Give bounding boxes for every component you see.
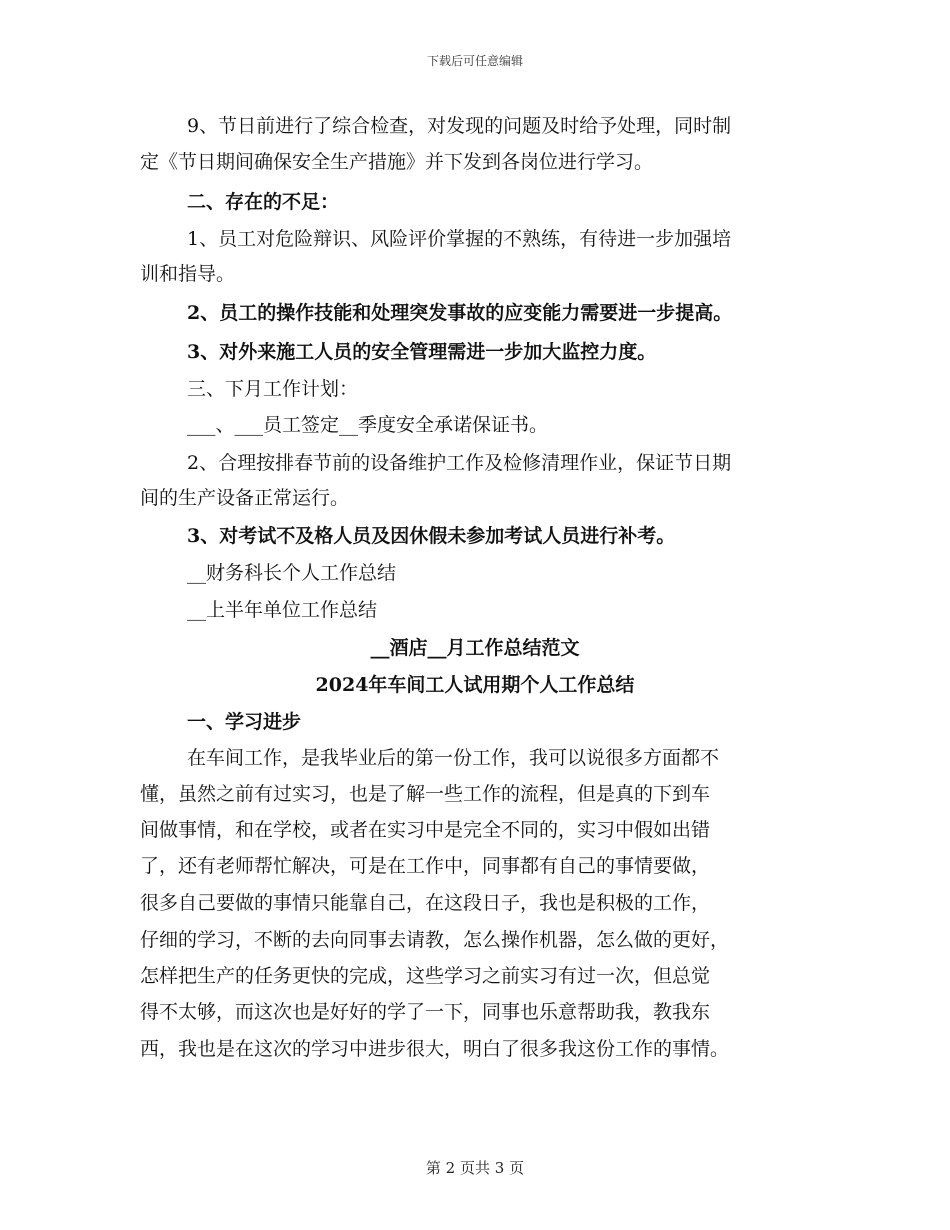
text-line: 定《节日期间确保安全生产措施》并下发到各岗位进行学习。 bbox=[140, 151, 654, 173]
text-line: 西，我也是在这次的学习中进步很大，明白了很多我这份工作的事情。 bbox=[140, 1038, 730, 1060]
text-line: 间做事情，和在学校，或者在实习中是完全不同的，实习中假如出错 bbox=[140, 819, 711, 841]
text-line: __上半年单位工作总结 bbox=[187, 599, 378, 621]
text-line: 2、员工的操作技能和处理突发事故的应变能力需要进一步提高。 bbox=[187, 302, 733, 324]
text-line: 三、下月工作计划： bbox=[187, 378, 359, 400]
text-line: __财务科长个人工作总结 bbox=[187, 562, 397, 584]
text-line: 仔细的学习，不断的去向同事去请教，怎么操作机器，怎么做的更好， bbox=[140, 929, 730, 951]
text-line: 2、合理按排春节前的设备维护工作及检修清理作业，保证节日期 bbox=[187, 452, 732, 474]
text-line: 训和指导。 bbox=[140, 263, 236, 285]
text-line: 3、对外来施工人员的安全管理需进一步加大监控力度。 bbox=[187, 341, 657, 363]
text-line: 了，还有老师帮忙解决，可是在工作中，同事都有自己的事情要做， bbox=[140, 855, 711, 877]
page-header: 下载后可任意编辑 bbox=[426, 54, 523, 68]
text-line: 间的生产设备正常运行。 bbox=[140, 487, 350, 509]
text-line: 很多自己要做的事情只能靠自己，在这段日子，我也是积极的工作， bbox=[140, 892, 711, 914]
text-line: 懂，虽然之前有过实习，也是了解一些工作的流程，但是真的下到车 bbox=[140, 783, 711, 805]
page-footer: 第 2 页共 3 页 bbox=[425, 1159, 525, 1177]
text-line: 9、节日前进行了综合检查，对发现的问题及时给予处理，同时制 bbox=[187, 115, 732, 137]
text-line: 怎样把生产的任务更快的完成，这些学习之前实习有过一次，但总觉 bbox=[140, 965, 711, 987]
text-line: __酒店__月工作总结范文 bbox=[370, 637, 580, 659]
text-line: ___、___员工签定__季度安全承诺保证书。 bbox=[187, 414, 549, 436]
text-line: 1、员工对危险辩识、风险评价掌握的不熟练，有待进一步加强培 bbox=[187, 228, 732, 250]
text-line: 一、学习进步 bbox=[187, 711, 302, 733]
text-line: 2024年车间工人试用期个人工作总结 bbox=[315, 674, 635, 696]
text-line: 得不太够，而这次也是好好的学了一下，同事也乐意帮助我，教我东 bbox=[140, 1001, 711, 1023]
text-line: 3、对考试不及格人员及因休假未参加考试人员进行补考。 bbox=[187, 525, 676, 547]
text-line: 二、存在的不足： bbox=[187, 191, 340, 213]
text-line: 在车间工作，是我毕业后的第一份工作，我可以说很多方面都不 bbox=[187, 747, 720, 769]
